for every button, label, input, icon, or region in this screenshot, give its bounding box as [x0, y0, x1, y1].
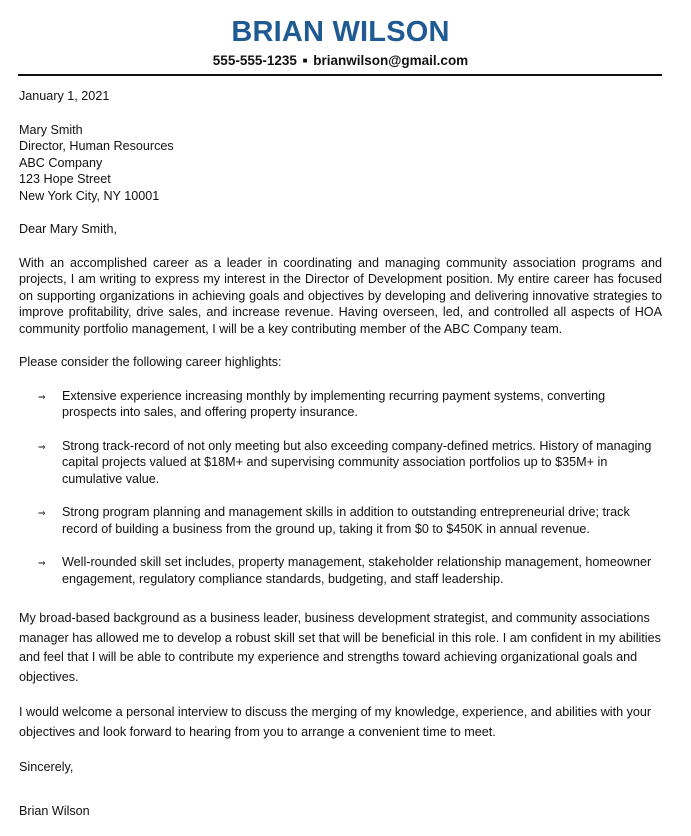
recipient-company: ABC Company — [19, 155, 103, 170]
recipient-block — [19, 122, 662, 205]
list-item — [19, 388, 662, 421]
double-arrow-right-icon: ⇒ — [38, 391, 46, 402]
list-item — [19, 504, 662, 537]
recipient-name: Mary Smith — [19, 122, 83, 137]
double-arrow-right-icon: ⇒ — [38, 441, 46, 452]
closing: Sincerely, — [19, 760, 74, 774]
letter-date: January 1, 2021 — [19, 89, 110, 103]
highlights-lead: Please consider the following career highlights: — [19, 355, 282, 369]
double-arrow-right-icon: ⇒ — [38, 508, 46, 518]
background-paragraph: My broad-based background as a business leader, business development strategist, and community associations manager has allowed me to develop a robust skill set that will be beneficial in this role. I am confident in my abilities and feel that I will be able to contribute my experience and strengths toward achieving organizational goals and objectives. — [19, 611, 661, 684]
separator-square-icon: ■ — [302, 56, 308, 66]
highlight-text: Well-rounded skill set includes, property management, stakeholder relationship management, homeowner engagement, regulatory compliance standards, budgeting, and staff leadership. — [62, 555, 652, 586]
phone-number: 555-555-1235 — [212, 53, 297, 68]
highlight-text: Strong track-record of not only meeting but also exceeding company-defined metrics. History of managing capital projects valued at $18M+ and supervising community association portfolios up to $35M+ in cumulative value. — [62, 438, 652, 486]
list-item — [19, 438, 662, 488]
signature-name: Brian Wilson — [19, 803, 90, 818]
highlight-text: Extensive experience increasing monthly by implementing recurring payment systems, converting prospects into sales, and offering property insurance. — [62, 388, 606, 419]
double-arrow-right-icon: ⇒ — [38, 558, 46, 568]
header-divider — [18, 74, 662, 76]
applicant-name: BRIAN WILSON — [231, 16, 450, 48]
recipient-title: Director, Human Resources — [19, 139, 174, 153]
recipient-city: New York City, NY 10001 — [19, 188, 160, 203]
highlights-list — [19, 388, 662, 588]
contact-line — [0, 52, 681, 70]
email-address: brianwilson@gmail.com — [313, 53, 469, 68]
letter-body — [19, 88, 662, 819]
recipient-street: 123 Hope Street — [19, 172, 111, 186]
list-item — [19, 554, 662, 587]
interview-paragraph: I would welcome a personal interview to discuss the merging of my knowledge, experience, and abilities with your objectives and look forward to hearing from you to arrange a convenient time to meet. — [19, 705, 652, 739]
intro-paragraph: With an accomplished career as a leader in coordinating and managing community association programs and projects, I am writing to express my interest in the Director of Development position. My entire career has focused on supporting organizations in achieving goals and objectives by developing and delivering innovative strategies to improve profitability, drive sales, and increase revenue. Having overseen, led, and controlled all aspects of HOA community portfolio management, I will be a key contributing member of the ABC Company team. — [19, 255, 662, 336]
salutation: Dear Mary Smith, — [19, 222, 117, 236]
highlight-text: Strong program planning and management skills in addition to outstanding entrepreneurial drive; track record of building a business from the ground up, taking it from $0 to $450K in annual revenue. — [62, 505, 630, 536]
